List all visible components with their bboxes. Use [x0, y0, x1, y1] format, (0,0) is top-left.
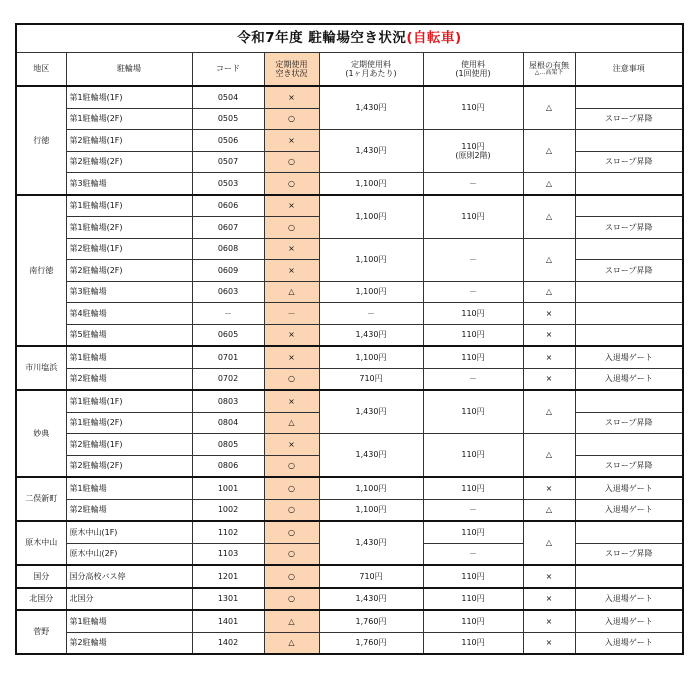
table-row — [16, 303, 683, 325]
status-cell: ○ — [264, 108, 319, 130]
lot-code: 0505 — [192, 108, 264, 130]
lot-name: 第2駐輪場 — [66, 632, 192, 654]
lot-code: 0608 — [192, 238, 264, 260]
status-cell: － — [264, 303, 319, 325]
header-code: コード — [192, 53, 264, 87]
lot-name: 第1駐輪場 — [66, 610, 192, 632]
status-cell: × — [264, 130, 319, 152]
notes-cell: スロープ昇降 — [575, 412, 683, 434]
notes-cell — [575, 86, 683, 108]
roof-cell: × — [523, 565, 575, 588]
single-fee: 110円 — [423, 390, 523, 434]
status-cell: × — [264, 324, 319, 346]
lot-code: 0701 — [192, 346, 264, 368]
header-status-line2: 空き状況 — [275, 69, 308, 78]
table-row — [16, 434, 683, 456]
status-cell: × — [264, 195, 319, 217]
single-fee: － — [423, 173, 523, 195]
table-row — [16, 130, 683, 152]
area-name: 国分 — [16, 565, 66, 588]
single-fee: 110円 — [423, 434, 523, 478]
single-fee: － — [423, 368, 523, 390]
roof-cell: △ — [523, 281, 575, 303]
roof-cell: × — [523, 477, 575, 499]
title-accent: (自転車) — [406, 29, 462, 46]
lot-code: 1201 — [192, 565, 264, 588]
lot-name: 第2駐輪場(1F) — [66, 434, 192, 456]
header-area: 地区 — [16, 53, 66, 87]
header-monthly-fee — [319, 53, 423, 87]
lot-code: 0803 — [192, 390, 264, 412]
lot-name: 第5駐輪場 — [66, 324, 192, 346]
lot-code: 0605 — [192, 324, 264, 346]
notes-cell: 入退場ゲート — [575, 368, 683, 390]
notes-cell — [575, 324, 683, 346]
lot-code: 0805 — [192, 434, 264, 456]
monthly-fee: 1,100円 — [319, 238, 423, 281]
monthly-fee: 1,760円 — [319, 610, 423, 632]
lot-name: 第2駐輪場(2F) — [66, 260, 192, 282]
lot-name: 第1駐輪場(2F) — [66, 412, 192, 434]
page-title — [16, 24, 683, 53]
lot-name: 第1駐輪場 — [66, 346, 192, 368]
status-cell: ○ — [264, 588, 319, 611]
notes-cell — [575, 281, 683, 303]
lot-name: 第1駐輪場(2F) — [66, 217, 192, 239]
monthly-fee: 1,100円 — [319, 477, 423, 499]
lot-code: 1102 — [192, 521, 264, 543]
single-fee: － — [423, 281, 523, 303]
status-cell: ○ — [264, 151, 319, 173]
roof-cell: △ — [523, 390, 575, 434]
roof-cell: △ — [523, 434, 575, 478]
notes-cell: 入退場ゲート — [575, 346, 683, 368]
status-cell: ○ — [264, 565, 319, 588]
header-monthly-line2: (1ヶ月あたり) — [345, 69, 397, 78]
lot-code: 0606 — [192, 195, 264, 217]
lot-code: 0607 — [192, 217, 264, 239]
lot-code: 1301 — [192, 588, 264, 611]
header-roof — [523, 53, 575, 87]
header-roof-line1: 屋根の有無 — [529, 60, 569, 70]
notes-cell — [575, 130, 683, 152]
roof-cell: △ — [523, 499, 575, 521]
lot-name: 第1駐輪場(1F) — [66, 86, 192, 108]
roof-cell: △ — [523, 195, 575, 239]
header-single-line1: 使用料 — [461, 59, 485, 69]
single-fee: 110円 — [423, 477, 523, 499]
notes-cell: 入退場ゲート — [575, 499, 683, 521]
notes-cell — [575, 195, 683, 217]
table-row — [16, 346, 683, 368]
status-cell: × — [264, 390, 319, 412]
lot-code: 1401 — [192, 610, 264, 632]
roof-cell: × — [523, 303, 575, 325]
table-row — [16, 238, 683, 260]
lot-code: 1402 — [192, 632, 264, 654]
notes-cell: スロープ昇降 — [575, 455, 683, 477]
lot-code: 0702 — [192, 368, 264, 390]
single-fee-note: (原則2階) — [455, 151, 491, 160]
monthly-fee: 1,100円 — [319, 346, 423, 368]
lot-name: 第2駐輪場(1F) — [66, 238, 192, 260]
lot-code: － — [192, 303, 264, 325]
table-row — [16, 565, 683, 588]
notes-cell — [575, 521, 683, 543]
monthly-fee: 1,100円 — [319, 173, 423, 195]
status-cell: × — [264, 434, 319, 456]
area-name: 妙典 — [16, 390, 66, 477]
notes-cell: スロープ昇降 — [575, 151, 683, 173]
area-name: 市川塩浜 — [16, 346, 66, 390]
monthly-fee: － — [319, 303, 423, 325]
status-cell: ○ — [264, 499, 319, 521]
lot-name: 原木中山(2F) — [66, 543, 192, 565]
lot-name: 原木中山(1F) — [66, 521, 192, 543]
single-fee: － — [423, 238, 523, 281]
status-cell: ○ — [264, 455, 319, 477]
notes-cell — [575, 565, 683, 588]
lot-name: 第3駐輪場 — [66, 173, 192, 195]
roof-cell: × — [523, 368, 575, 390]
area-name: 北国分 — [16, 588, 66, 611]
table-row — [16, 610, 683, 632]
status-cell: × — [264, 346, 319, 368]
single-fee — [423, 130, 523, 173]
status-cell: △ — [264, 610, 319, 632]
status-cell: ○ — [264, 543, 319, 565]
single-fee: 110円 — [423, 346, 523, 368]
status-cell: ○ — [264, 368, 319, 390]
notes-cell: 入退場ゲート — [575, 588, 683, 611]
notes-cell: 入退場ゲート — [575, 632, 683, 654]
lot-name: 国分高校バス停 — [66, 565, 192, 588]
table-row — [16, 368, 683, 390]
header-notes: 注意事項 — [575, 53, 683, 87]
monthly-fee: 710円 — [319, 565, 423, 588]
lot-code: 0503 — [192, 173, 264, 195]
lot-name: 第1駐輪場(2F) — [66, 108, 192, 130]
notes-cell — [575, 173, 683, 195]
header-single-line2: (1回使用) — [455, 69, 491, 78]
status-cell: △ — [264, 632, 319, 654]
roof-cell: △ — [523, 86, 575, 130]
monthly-fee: 1,430円 — [319, 86, 423, 130]
notes-cell: スロープ昇降 — [575, 260, 683, 282]
lot-code: 0804 — [192, 412, 264, 434]
area-name: 行徳 — [16, 86, 66, 195]
single-fee: 110円 — [423, 324, 523, 346]
monthly-fee: 1,430円 — [319, 324, 423, 346]
single-fee: － — [423, 499, 523, 521]
notes-cell: 入退場ゲート — [575, 610, 683, 632]
notes-cell — [575, 434, 683, 456]
roof-cell: △ — [523, 238, 575, 281]
area-name: 二俣新町 — [16, 477, 66, 521]
header-status — [264, 53, 319, 87]
notes-cell — [575, 238, 683, 260]
lot-name: 第2駐輪場 — [66, 368, 192, 390]
lot-code: 0603 — [192, 281, 264, 303]
status-cell: △ — [264, 281, 319, 303]
table-row — [16, 521, 683, 543]
monthly-fee: 710円 — [319, 368, 423, 390]
status-cell: ○ — [264, 521, 319, 543]
monthly-fee: 1,760円 — [319, 632, 423, 654]
table-row — [16, 477, 683, 499]
notes-cell: 入退場ゲート — [575, 477, 683, 499]
header-row — [16, 53, 683, 87]
header-single-fee — [423, 53, 523, 87]
roof-cell: × — [523, 632, 575, 654]
status-cell: × — [264, 260, 319, 282]
availability-table — [15, 23, 684, 655]
roof-cell: △ — [523, 521, 575, 565]
table-row — [16, 86, 683, 108]
lot-name: 第4駐輪場 — [66, 303, 192, 325]
status-cell: × — [264, 86, 319, 108]
table-row — [16, 499, 683, 521]
lot-code: 0504 — [192, 86, 264, 108]
roof-cell: × — [523, 346, 575, 368]
status-cell: ○ — [264, 173, 319, 195]
roof-cell: × — [523, 610, 575, 632]
notes-cell — [575, 303, 683, 325]
status-cell: ○ — [264, 217, 319, 239]
header-monthly-line1: 定期使用料 — [351, 59, 391, 69]
monthly-fee: 1,430円 — [319, 390, 423, 434]
single-fee: 110円 — [423, 86, 523, 130]
table-row — [16, 324, 683, 346]
notes-cell: スロープ昇降 — [575, 108, 683, 130]
table-row — [16, 173, 683, 195]
single-fee-value: 110円 — [461, 141, 485, 151]
monthly-fee: 1,100円 — [319, 281, 423, 303]
area-name: 菅野 — [16, 610, 66, 654]
monthly-fee: 1,430円 — [319, 130, 423, 173]
lot-code: 1002 — [192, 499, 264, 521]
table-row — [16, 390, 683, 412]
lot-name: 第1駐輪場(1F) — [66, 195, 192, 217]
monthly-fee: 1,430円 — [319, 434, 423, 478]
monthly-fee: 1,430円 — [319, 521, 423, 565]
status-cell: × — [264, 238, 319, 260]
lot-code: 0609 — [192, 260, 264, 282]
roof-cell: × — [523, 588, 575, 611]
lot-name: 第1駐輪場(1F) — [66, 390, 192, 412]
notes-cell: スロープ昇降 — [575, 543, 683, 565]
single-fee: 110円 — [423, 303, 523, 325]
single-fee: 110円 — [423, 632, 523, 654]
notes-cell — [575, 390, 683, 412]
roof-cell: × — [523, 324, 575, 346]
lot-code: 1103 — [192, 543, 264, 565]
lot-code: 0806 — [192, 455, 264, 477]
area-name: 南行徳 — [16, 195, 66, 347]
status-cell: ○ — [264, 477, 319, 499]
header-status-line1: 定期使用 — [275, 59, 308, 69]
lot-name: 北国分 — [66, 588, 192, 611]
single-fee: 110円 — [423, 565, 523, 588]
status-cell: △ — [264, 412, 319, 434]
single-fee: 110円 — [423, 521, 523, 543]
header-roof-line2: △…高架下 — [534, 69, 564, 77]
table-row — [16, 281, 683, 303]
roof-cell: △ — [523, 130, 575, 173]
lot-code: 0507 — [192, 151, 264, 173]
title-main: 令和7年度 駐輪場空き状況 — [237, 29, 407, 46]
lot-code: 0506 — [192, 130, 264, 152]
single-fee: 110円 — [423, 610, 523, 632]
roof-cell: △ — [523, 173, 575, 195]
single-fee: 110円 — [423, 588, 523, 611]
lot-code: 1001 — [192, 477, 264, 499]
lot-name: 第2駐輪場 — [66, 499, 192, 521]
table-row — [16, 588, 683, 611]
single-fee: － — [423, 543, 523, 565]
lot-name: 第2駐輪場(2F) — [66, 151, 192, 173]
table-row — [16, 195, 683, 217]
area-name: 原木中山 — [16, 521, 66, 565]
monthly-fee: 1,100円 — [319, 499, 423, 521]
table-row — [16, 632, 683, 654]
lot-name: 第1駐輪場 — [66, 477, 192, 499]
monthly-fee: 1,100円 — [319, 195, 423, 239]
notes-cell: スロープ昇降 — [575, 217, 683, 239]
lot-name: 第3駐輪場 — [66, 281, 192, 303]
monthly-fee: 1,430円 — [319, 588, 423, 611]
header-lot: 駐輪場 — [66, 53, 192, 87]
lot-name: 第2駐輪場(1F) — [66, 130, 192, 152]
single-fee: 110円 — [423, 195, 523, 239]
lot-name: 第2駐輪場(2F) — [66, 455, 192, 477]
